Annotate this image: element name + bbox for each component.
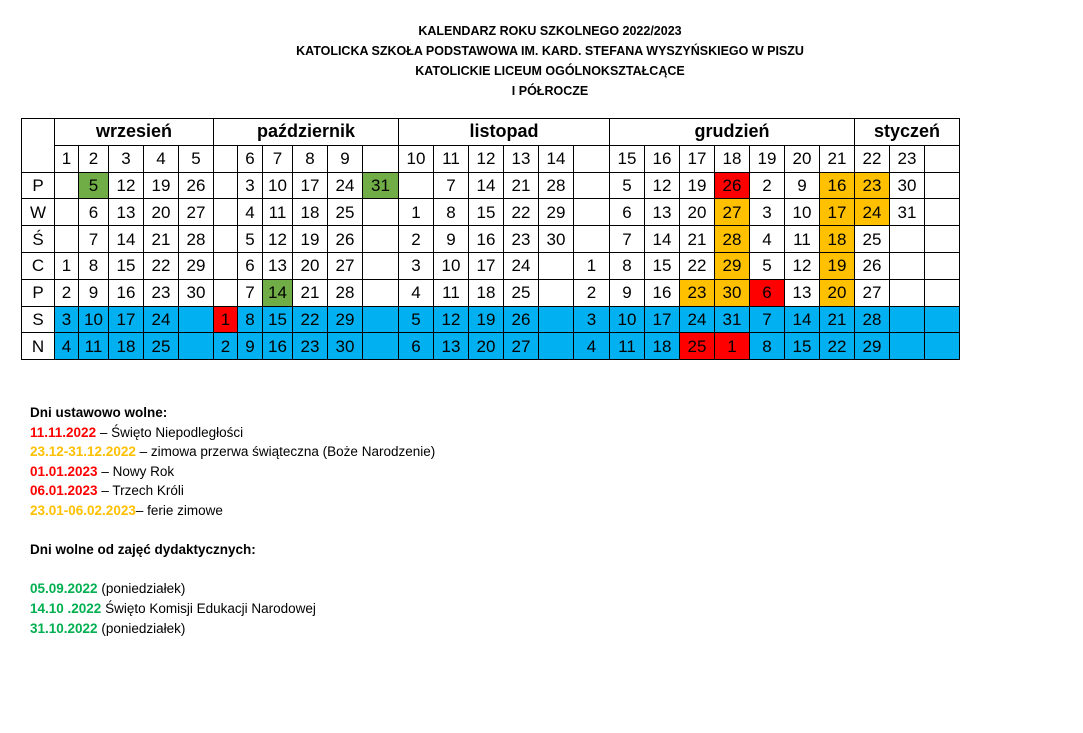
- week-number: 5: [179, 145, 214, 172]
- day-cell: 16: [820, 172, 855, 199]
- day-cell: 9: [785, 172, 820, 199]
- day-cell: 21: [293, 279, 328, 306]
- day-cell: 1: [715, 333, 750, 360]
- week-number-row: [22, 145, 960, 172]
- legend-date: 11.11.2022: [30, 424, 97, 440]
- corner-cell: [22, 119, 55, 173]
- day-cell: 18: [469, 279, 504, 306]
- day-cell: 4: [399, 279, 434, 306]
- day-cell: [399, 172, 434, 199]
- weekday-label: N: [22, 333, 55, 360]
- day-cell: 11: [434, 279, 469, 306]
- day-cell: [55, 226, 79, 253]
- day-cell: [363, 226, 399, 253]
- day-cell: 23: [680, 279, 715, 306]
- day-cell: [925, 333, 960, 360]
- day-cell: 17: [109, 306, 144, 333]
- legend-text: – Święto Niepodległości: [96, 424, 244, 440]
- legend-text: – Nowy Rok: [97, 463, 175, 479]
- day-cell: 5: [610, 172, 645, 199]
- day-cell: 26: [504, 306, 539, 333]
- day-cell: 4: [750, 226, 785, 253]
- day-cell: [890, 306, 925, 333]
- week-number: 22: [855, 145, 890, 172]
- day-cell: 24: [328, 172, 363, 199]
- day-cell: [539, 333, 574, 360]
- day-cell: 15: [263, 306, 293, 333]
- day-cell: 30: [715, 279, 750, 306]
- day-cell: 31: [363, 172, 399, 199]
- day-cell: [925, 306, 960, 333]
- month-header-row: [22, 119, 960, 146]
- day-cell: 2: [574, 279, 610, 306]
- day-cell: [890, 252, 925, 279]
- day-cell: [363, 306, 399, 333]
- day-cell: 1: [399, 199, 434, 226]
- legend-text: (poniedziałek): [97, 620, 186, 636]
- day-cell: 18: [820, 226, 855, 253]
- day-cell: [539, 306, 574, 333]
- day-row: [22, 172, 960, 199]
- day-cell: 31: [715, 306, 750, 333]
- day-cell: 2: [214, 333, 238, 360]
- day-cell: 25: [144, 333, 179, 360]
- week-number: 19: [750, 145, 785, 172]
- day-cell: 8: [750, 333, 785, 360]
- day-cell: 7: [610, 226, 645, 253]
- school-name: KATOLICKA SZKOŁA PODSTAWOWA IM. KARD. STEFANA WYSZYŃSKIEGO W PISZU: [296, 44, 804, 58]
- day-cell: 17: [469, 252, 504, 279]
- day-cell: [539, 252, 574, 279]
- day-cell: [574, 199, 610, 226]
- day-cell: 28: [179, 226, 214, 253]
- day-cell: 22: [820, 333, 855, 360]
- day-cell: 11: [785, 226, 820, 253]
- day-cell: 28: [328, 279, 363, 306]
- day-cell: 17: [645, 306, 680, 333]
- day-cell: 15: [469, 199, 504, 226]
- legend-item: [30, 462, 435, 482]
- day-cell: 20: [144, 199, 179, 226]
- calendar-table: [21, 118, 960, 360]
- week-number: 16: [645, 145, 680, 172]
- day-row: [22, 279, 960, 306]
- day-cell: 13: [785, 279, 820, 306]
- day-cell: [214, 279, 238, 306]
- day-cell: 20: [293, 252, 328, 279]
- day-cell: [574, 226, 610, 253]
- day-cell: 24: [144, 306, 179, 333]
- week-number: [363, 145, 399, 172]
- day-cell: 16: [263, 333, 293, 360]
- week-number: 1: [55, 145, 79, 172]
- day-cell: [363, 279, 399, 306]
- day-cell: 27: [504, 333, 539, 360]
- day-cell: 3: [238, 172, 263, 199]
- day-cell: [214, 199, 238, 226]
- weekday-label: Ś: [22, 226, 55, 253]
- day-cell: [539, 279, 574, 306]
- day-cell: 2: [750, 172, 785, 199]
- day-cell: 17: [820, 199, 855, 226]
- day-cell: 25: [680, 333, 715, 360]
- legend: [30, 403, 435, 638]
- day-cell: 7: [434, 172, 469, 199]
- day-cell: [363, 333, 399, 360]
- day-cell: [55, 199, 79, 226]
- day-row: [22, 199, 960, 226]
- day-cell: 4: [238, 199, 263, 226]
- day-cell: 14: [109, 226, 144, 253]
- month-header: listopad: [399, 119, 610, 146]
- day-cell: 10: [263, 172, 293, 199]
- lyceum-name: KATOLICKIE LICEUM OGÓLNOKSZTAŁCĄCE: [415, 64, 685, 78]
- day-cell: 20: [469, 333, 504, 360]
- day-cell: 19: [680, 172, 715, 199]
- day-cell: 30: [539, 226, 574, 253]
- day-cell: 30: [179, 279, 214, 306]
- legend-item: [30, 481, 435, 501]
- day-cell: 3: [399, 252, 434, 279]
- week-number: 4: [144, 145, 179, 172]
- day-cell: 4: [55, 333, 79, 360]
- day-cell: 5: [750, 252, 785, 279]
- day-cell: 7: [238, 279, 263, 306]
- day-cell: 20: [820, 279, 855, 306]
- day-cell: 10: [785, 199, 820, 226]
- legend-item: [30, 619, 435, 639]
- day-cell: 9: [610, 279, 645, 306]
- day-cell: 24: [680, 306, 715, 333]
- day-cell: 25: [328, 199, 363, 226]
- day-cell: 11: [610, 333, 645, 360]
- day-cell: [925, 172, 960, 199]
- day-cell: [890, 279, 925, 306]
- day-cell: 12: [263, 226, 293, 253]
- day-cell: [925, 279, 960, 306]
- day-cell: 18: [645, 333, 680, 360]
- week-number: 8: [293, 145, 328, 172]
- day-cell: 29: [855, 333, 890, 360]
- legend-date: 23.01-06.02.2023: [30, 502, 136, 518]
- day-cell: 13: [263, 252, 293, 279]
- week-number: 13: [504, 145, 539, 172]
- day-row: [22, 333, 960, 360]
- day-cell: [214, 172, 238, 199]
- day-cell: [179, 333, 214, 360]
- day-cell: 28: [715, 226, 750, 253]
- legend-item: [30, 599, 435, 619]
- month-header: grudzień: [610, 119, 855, 146]
- day-cell: 4: [574, 333, 610, 360]
- legend-date: 23.12-31.12.2022: [30, 444, 136, 460]
- day-cell: 11: [263, 199, 293, 226]
- day-cell: [179, 306, 214, 333]
- legend-text: – Trzech Króli: [97, 483, 184, 499]
- day-cell: 9: [434, 226, 469, 253]
- day-cell: 9: [79, 279, 109, 306]
- week-number: [574, 145, 610, 172]
- week-number: 21: [820, 145, 855, 172]
- weekday-label: C: [22, 252, 55, 279]
- day-cell: 10: [610, 306, 645, 333]
- day-cell: 15: [645, 252, 680, 279]
- week-number: 18: [715, 145, 750, 172]
- day-cell: 22: [504, 199, 539, 226]
- legend-date: 31.10.2022: [30, 620, 98, 636]
- week-number: 11: [434, 145, 469, 172]
- day-cell: 30: [890, 172, 925, 199]
- day-cell: 1: [214, 306, 238, 333]
- month-header: styczeń: [855, 119, 960, 146]
- day-cell: 15: [785, 333, 820, 360]
- legend-item: [30, 579, 435, 599]
- week-number: 9: [328, 145, 363, 172]
- day-row: [22, 306, 960, 333]
- legend-item: [30, 423, 435, 443]
- day-row: [22, 226, 960, 253]
- week-number: 3: [109, 145, 144, 172]
- day-cell: [214, 252, 238, 279]
- day-cell: [363, 199, 399, 226]
- day-cell: 8: [434, 199, 469, 226]
- day-cell: 27: [855, 279, 890, 306]
- weekday-label: S: [22, 306, 55, 333]
- day-cell: 16: [469, 226, 504, 253]
- week-number: 6: [238, 145, 263, 172]
- legend-item: [30, 501, 435, 521]
- day-cell: 2: [399, 226, 434, 253]
- day-cell: [214, 226, 238, 253]
- legend-text: – zimowa przerwa świąteczna (Boże Narodzenie): [135, 444, 436, 460]
- day-cell: 31: [890, 199, 925, 226]
- legend-text: (poniedziałek): [97, 581, 186, 597]
- day-cell: 29: [179, 252, 214, 279]
- day-cell: 12: [109, 172, 144, 199]
- day-cell: 1: [55, 252, 79, 279]
- day-cell: 21: [680, 226, 715, 253]
- legend-date: 01.01.2023: [30, 463, 98, 479]
- day-cell: 7: [79, 226, 109, 253]
- month-header: wrzesień: [55, 119, 214, 146]
- day-cell: 13: [645, 199, 680, 226]
- day-cell: 6: [610, 199, 645, 226]
- day-cell: 6: [750, 279, 785, 306]
- day-cell: 6: [79, 199, 109, 226]
- day-cell: 30: [328, 333, 363, 360]
- day-cell: 26: [328, 226, 363, 253]
- weekday-label: W: [22, 199, 55, 226]
- day-cell: 19: [469, 306, 504, 333]
- day-cell: 23: [144, 279, 179, 306]
- day-cell: 14: [263, 279, 293, 306]
- day-cell: 10: [79, 306, 109, 333]
- day-cell: 18: [109, 333, 144, 360]
- day-cell: [925, 226, 960, 253]
- week-number: [925, 145, 960, 172]
- day-cell: 27: [715, 199, 750, 226]
- day-cell: 22: [144, 252, 179, 279]
- day-cell: 26: [179, 172, 214, 199]
- day-cell: 15: [109, 252, 144, 279]
- day-cell: 8: [610, 252, 645, 279]
- day-cell: 23: [293, 333, 328, 360]
- day-cell: 8: [238, 306, 263, 333]
- legend-title-holidays: Dni ustawowo wolne:: [30, 405, 168, 420]
- day-cell: 14: [469, 172, 504, 199]
- day-cell: 16: [645, 279, 680, 306]
- day-cell: 5: [79, 172, 109, 199]
- legend-date: 06.01.2023: [30, 483, 98, 499]
- day-cell: 27: [328, 252, 363, 279]
- semester-label: I PÓŁROCZE: [511, 84, 589, 98]
- day-cell: 24: [855, 199, 890, 226]
- day-cell: 17: [293, 172, 328, 199]
- day-cell: 22: [293, 306, 328, 333]
- day-cell: 12: [785, 252, 820, 279]
- weekday-label: P: [22, 172, 55, 199]
- weekday-label: P: [22, 279, 55, 306]
- day-cell: 11: [79, 333, 109, 360]
- day-cell: 26: [855, 252, 890, 279]
- day-cell: 22: [680, 252, 715, 279]
- day-cell: 20: [680, 199, 715, 226]
- week-number: 14: [539, 145, 574, 172]
- day-cell: 21: [504, 172, 539, 199]
- day-cell: 14: [785, 306, 820, 333]
- legend-date: 05.09.2022: [30, 581, 98, 597]
- day-cell: 14: [645, 226, 680, 253]
- month-header: październik: [214, 119, 399, 146]
- week-number: 2: [79, 145, 109, 172]
- day-cell: 6: [238, 252, 263, 279]
- day-row: [22, 252, 960, 279]
- day-cell: 3: [750, 199, 785, 226]
- day-cell: [925, 252, 960, 279]
- day-cell: [363, 252, 399, 279]
- day-cell: 25: [504, 279, 539, 306]
- legend-item: [30, 442, 435, 462]
- day-cell: 23: [855, 172, 890, 199]
- day-cell: 19: [144, 172, 179, 199]
- day-cell: 9: [238, 333, 263, 360]
- day-cell: 19: [293, 226, 328, 253]
- week-number: 10: [399, 145, 434, 172]
- day-cell: 2: [55, 279, 79, 306]
- week-number: 15: [610, 145, 645, 172]
- day-cell: 5: [238, 226, 263, 253]
- day-cell: [925, 199, 960, 226]
- legend-date: 14.10 .2022: [30, 600, 102, 616]
- day-cell: 27: [179, 199, 214, 226]
- day-cell: 7: [750, 306, 785, 333]
- day-cell: 21: [820, 306, 855, 333]
- day-cell: 28: [539, 172, 574, 199]
- legend-title-free-days: Dni wolne od zajęć dydaktycznych:: [30, 542, 256, 558]
- day-cell: 19: [820, 252, 855, 279]
- legend-text: – ferie zimowe: [135, 502, 223, 518]
- day-cell: 25: [855, 226, 890, 253]
- day-cell: [55, 172, 79, 199]
- day-cell: 23: [504, 226, 539, 253]
- day-cell: 12: [434, 306, 469, 333]
- week-number: [214, 145, 238, 172]
- week-number: 20: [785, 145, 820, 172]
- day-cell: 29: [539, 199, 574, 226]
- day-cell: 28: [855, 306, 890, 333]
- day-cell: 1: [574, 252, 610, 279]
- day-cell: 12: [645, 172, 680, 199]
- day-cell: 13: [109, 199, 144, 226]
- day-cell: 8: [79, 252, 109, 279]
- day-cell: [890, 333, 925, 360]
- day-cell: [574, 172, 610, 199]
- day-cell: 5: [399, 306, 434, 333]
- calendar-title: KALENDARZ ROKU SZKOLNEGO 2022/2023: [418, 24, 682, 38]
- day-cell: 29: [328, 306, 363, 333]
- day-cell: 3: [55, 306, 79, 333]
- week-number: 7: [263, 145, 293, 172]
- week-number: 12: [469, 145, 504, 172]
- day-cell: 18: [293, 199, 328, 226]
- day-cell: [890, 226, 925, 253]
- legend-text: Święto Komisji Edukacji Narodowej: [101, 600, 316, 616]
- day-cell: 21: [144, 226, 179, 253]
- day-cell: 6: [399, 333, 434, 360]
- week-number: 17: [680, 145, 715, 172]
- day-cell: 26: [715, 172, 750, 199]
- day-cell: 10: [434, 252, 469, 279]
- day-cell: 16: [109, 279, 144, 306]
- day-cell: 24: [504, 252, 539, 279]
- day-cell: 29: [715, 252, 750, 279]
- week-number: 23: [890, 145, 925, 172]
- day-cell: 3: [574, 306, 610, 333]
- day-cell: 13: [434, 333, 469, 360]
